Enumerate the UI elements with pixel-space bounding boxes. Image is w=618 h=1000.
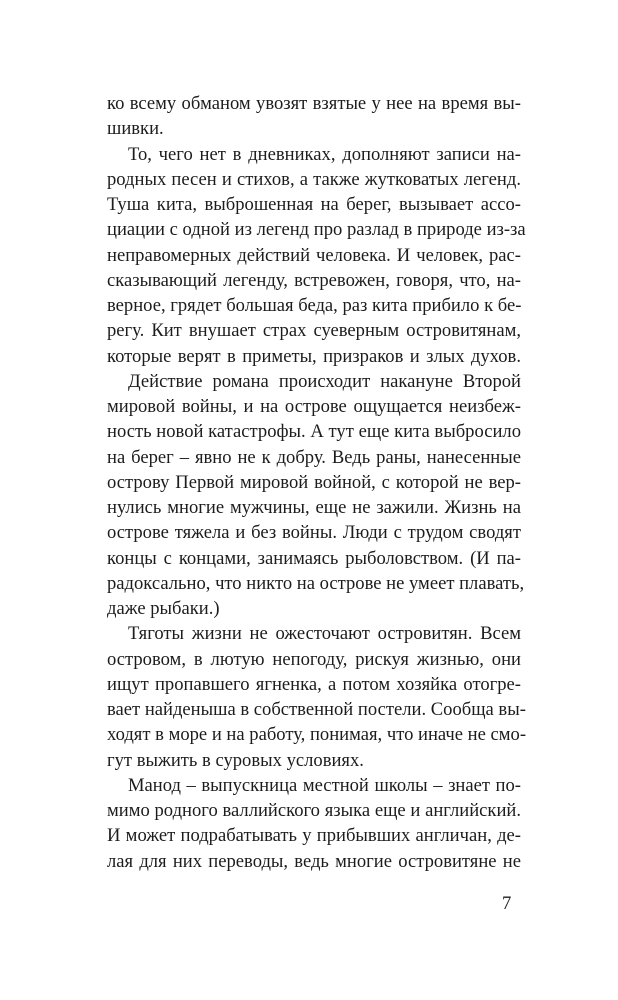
text-line: ходят в море и на работу, понимая, что иначе не смо-: [107, 724, 527, 746]
text-line: островом, в лютую непогоду, рискуя жизнью, они: [107, 648, 521, 670]
paragraph-start-line: Тяготы жизни не ожесточают островитян. Всем: [128, 623, 521, 645]
text-line: даже рыбаки.): [107, 598, 220, 619]
page-number: 7: [502, 893, 512, 914]
text-line: которые верят в приметы, призраков и злых духов.: [107, 345, 521, 367]
text-line: концы с концами, занимаясь рыболовством. (И па-: [107, 547, 521, 569]
text-line: мировой войны, и на острове ощущается неизбеж-: [107, 396, 521, 417]
text-line: нулись многие мужчины, еще не зажили. Жизнь на: [107, 497, 521, 518]
paragraph-start-line: Действие романа происходит накануне Второй: [128, 370, 521, 392]
text-line: ко всему обманом увозят взятые у нее на время вы-: [107, 93, 521, 114]
text-line: верное, грядет большая беда, раз кита прибило к бе-: [107, 295, 522, 316]
text-line: неправомерных действий человека. И человек, рас-: [107, 244, 521, 266]
text-line: лая для них переводы, ведь многие островитяне не: [107, 850, 521, 872]
text-line: на берег – явно не к добру. Ведь раны, нанесенные: [107, 446, 521, 468]
text-line: вает найденыша в собственной постели. Сообща вы-: [107, 699, 526, 720]
text-line: шивки.: [107, 118, 164, 140]
text-line: ищут пропавшего ягненка, а потом хозяйка отогре-: [107, 673, 521, 695]
text-line: регу. Кит внушает страх суеверным островитянам,: [107, 320, 521, 342]
text-line: острове тяжела и без войны. Люди с трудом сводят: [107, 522, 521, 544]
text-line: острову Первой мировой войной, с которой не вер-: [107, 471, 521, 493]
book-page-text: [107, 91, 527, 874]
text-line: ность новой катастрофы. А тут еще кита выбросило: [107, 421, 521, 443]
text-line: мимо родного валлийского языка еще и английский.: [107, 800, 521, 821]
paragraph-start-line: Манод – выпускница местной школы – знает по-: [128, 774, 521, 796]
text-line: И может подрабатывать у прибывших англичан, де-: [107, 825, 521, 847]
text-line: радоксально, что никто на острове не умеет плавать,: [107, 572, 525, 594]
text-line: Туша кита, выброшенная на берег, вызывает ассо-: [107, 194, 521, 215]
text-line: сказывающий легенду, встревожен, говоря, что, на-: [107, 269, 521, 291]
text-line: родных песен и стихов, а также жутковатых легенд.: [107, 168, 521, 190]
text-line: гут выжить в суровых условиях.: [107, 749, 364, 771]
paragraph-start-line: То, чего нет в дневниках, дополняют записи на-: [128, 143, 521, 165]
text-line: циации с одной из легенд про разлад в природе из-за: [107, 219, 526, 241]
